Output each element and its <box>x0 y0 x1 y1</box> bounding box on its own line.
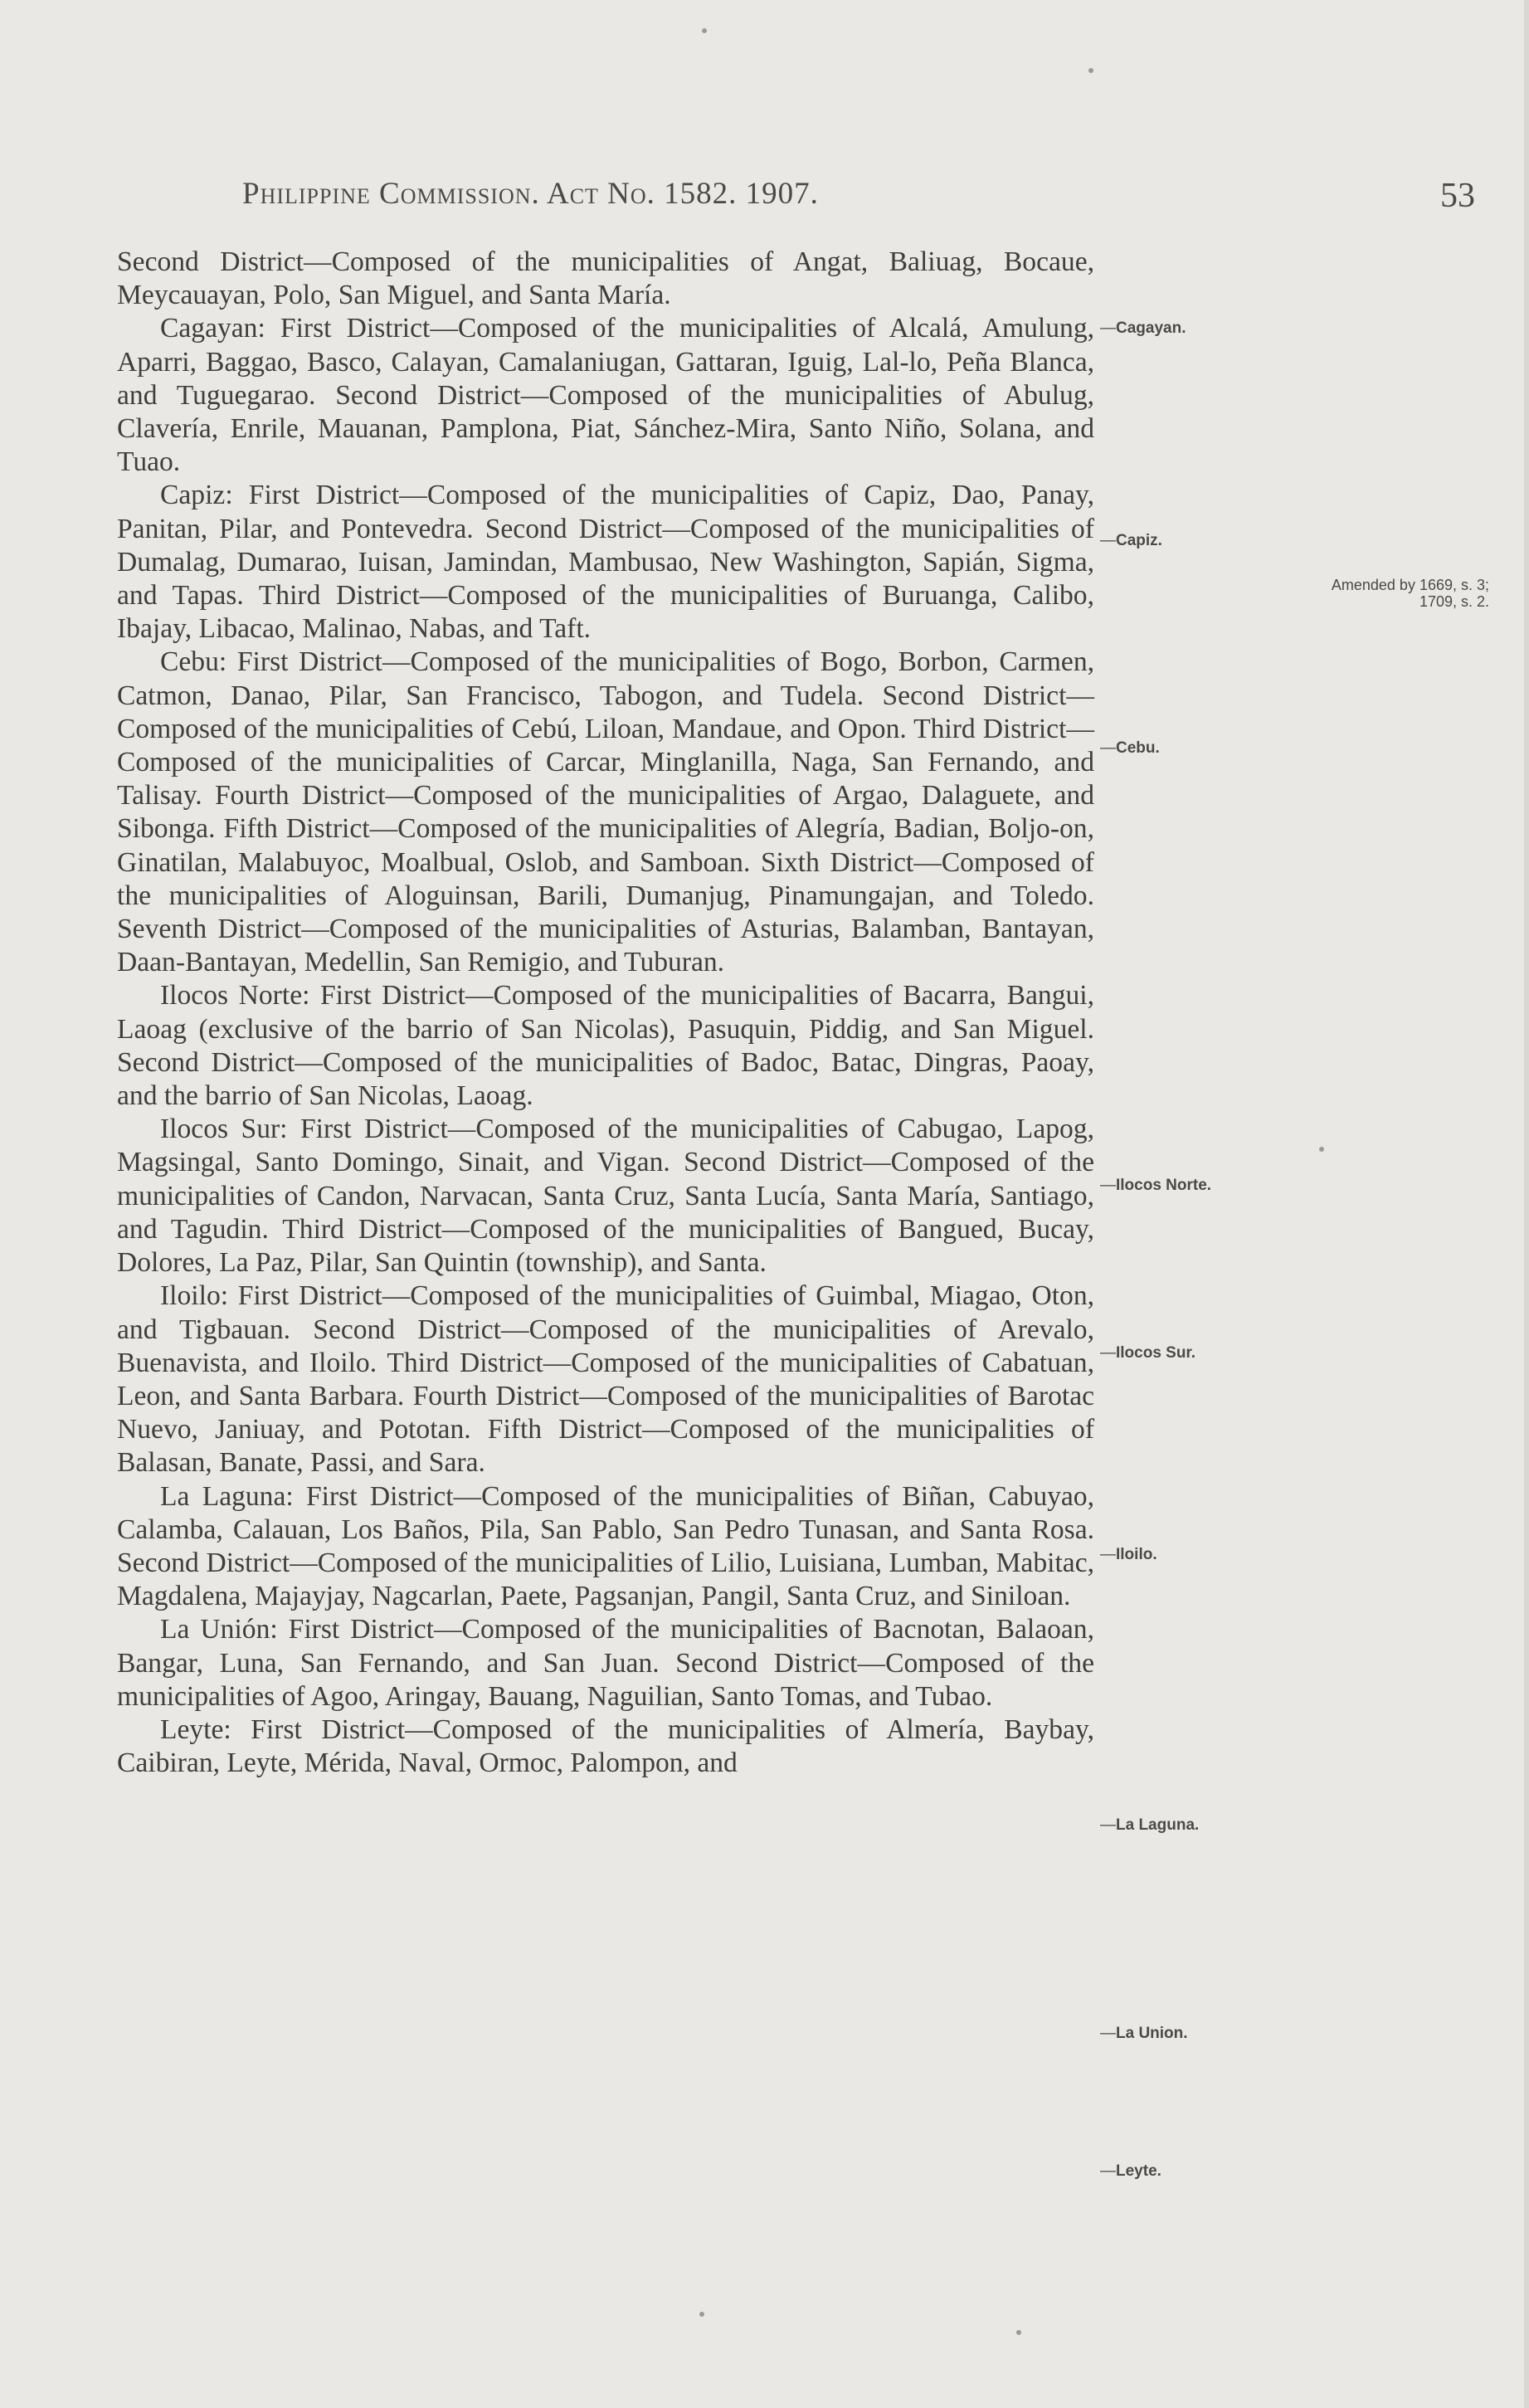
amended-note: Amended by 1669, s. 3; 1709, s. 2. <box>1331 577 1489 610</box>
side-note-la-laguna: — La Laguna. <box>1100 1816 1199 1835</box>
side-note-leyte: — Leyte. <box>1100 2162 1161 2181</box>
paragraph-ilocos-norte: Ilocos Norte: First District—Composed of the municipalities of Bacarra, Bangui, Laoag (exclusive of the barrio of San Nicolas), Pasuquin, Piddig, and San Miguel. Second District—Composed of the municipalities of Badoc, Batac, Dingras, Paoay, and the barrio of San Nicolas, Laoag. <box>117 980 1094 1112</box>
page-number: 53 <box>1440 177 1475 215</box>
side-note-la-union: — La Union. <box>1100 2025 1188 2043</box>
body-text <box>117 246 1094 1780</box>
paper-speck <box>1319 1147 1324 1152</box>
side-note-cebu: — Cebu. <box>1100 739 1160 758</box>
side-note-capiz: — Capiz. <box>1100 532 1162 550</box>
side-note-ilocos-sur: — Ilocos Sur. <box>1100 1344 1195 1362</box>
side-note-iloilo: — Iloilo. <box>1100 1546 1157 1564</box>
side-note-cagayan: — Cagayan. <box>1100 319 1186 338</box>
paper-speck <box>702 28 707 33</box>
paragraph-ilocos-sur: Ilocos Sur: First District—Composed of the municipalities of Cabugao, Lapog, Magsingal, Santo Domingo, Sinait, and Vigan. Second District—Composed of the municipalities of Candon, Narvacan, Santa Cruz, Santa Lucía, Santa María, Santiago, and Tagudin. Third District—Composed of the municipalities of Bangued, Bucay, Dolores, La Paz, Pilar, San Quintin (township), and Santa. <box>117 1114 1094 1279</box>
paper-speck <box>1088 68 1093 73</box>
paper-speck <box>1016 2330 1021 2335</box>
paper-speck <box>699 2312 704 2317</box>
paragraph-la-union: La Unión: First District—Composed of the municipalities of Bacnotan, Balaoan, Bangar, Luna, San Fernando, and San Juan. Second District—Composed of the municipalities of Agoo, Aringay, Bauang, Naguilian, Santo Tomas, and Tubao. <box>117 1614 1094 1712</box>
page-edge <box>1524 0 1529 2408</box>
paragraph-leyte: Leyte: First District—Composed of the municipalities of Almería, Baybay, Caibiran, Leyte, Mérida, Naval, Ormoc, Palompon, and <box>117 1713 1094 1779</box>
paragraph-cebu: Cebu: First District—Composed of the municipalities of Bogo, Borbon, Carmen, Catmon, Danao, Pilar, San Francisco, Tabogon, and Tudela. Second District—Composed of the municipalities of Cebú, Liloan, Mandaue, and Opon. Third District—Composed of the municipalities of Carcar, Minglanilla, Naga, San Fernando, and Talisay. Fourth District—Composed of the municipalities of Argao, Dalaguete, and Sibonga. Fifth District—Composed of the municipalities of Alegría, Badian, Boljo-on, Ginatilan, Malabuyoc, Moalbual, Oslob, and Samboan. Sixth District—Composed of the municipalities of Aloguinsan, Barili, Dumanjug, Pinamungajan, and Toledo. Seventh District—Composed of the municipalities of Asturias, Balamban, Bantayan, Daan-Bantayan, Medellin, San Remigio, and Tuburan. <box>117 646 1094 978</box>
side-note-ilocos-norte: — Ilocos Norte. <box>1100 1177 1211 1195</box>
running-head: Philippine Commission. Act No. 1582. 1907. <box>242 177 819 211</box>
paragraph-cagayan: Cagayan: First District—Composed of the municipalities of Alcalá, Amulung, Aparri, Baggao, Basco, Calayan, Camalaniugan, Gattaran, Iguig, Lal-lo, Peña Blanca, and Tuguegarao. Second District—Composed of the municipalities of Abulug, Clavería, Enrile, Mauanan, Pamplona, Piat, Sánchez-Mira, Santo Niño, Solana, and Tuao. <box>117 313 1094 478</box>
paragraph-iloilo: Iloilo: First District—Composed of the municipalities of Guimbal, Miagao, Oton, and Tigbauan. Second District—Composed of the municipalities of Arevalo, Buenavista, and Iloilo. Third District—Composed of the municipalities of Cabatuan, Leon, and Santa Barbara. Fourth District—Composed of the municipalities of Barotac Nuevo, Janiuay, and Pototan. Fifth District—Composed of the municipalities of Balasan, Banate, Passi, and Sara. <box>117 1280 1094 1479</box>
paragraph-la-laguna: La Laguna: First District—Composed of the municipalities of Biñan, Cabuyao, Calamba, Calauan, Los Baños, Pila, San Pablo, San Pedro Tunasan, and Santa Rosa. Second District—Composed of the municipalities of Lilio, Luisiana, Lumban, Mabitac, Magdalena, Majayjay, Nagcarlan, Paete, Pagsanjan, Pangil, Santa Cruz, and Siniloan. <box>117 1480 1094 1612</box>
paragraph-capiz: Capiz: First District—Composed of the municipalities of Capiz, Dao, Panay, Panitan, Pilar, and Pontevedra. Second District—Composed of the municipalities of Dumalag, Dumarao, Iuisan, Jamindan, Mambusao, New Washington, Sapián, Sigma, and Tapas. Third District—Composed of the municipalities of Buruanga, Calibo, Ibajay, Libacao, Malinao, Nabas, and Taft. <box>117 480 1094 645</box>
paragraph-bulacan-second-district: Second District—Composed of the municipalities of Angat, Baliuag, Bocaue, Meycauayan, Polo, San Miguel, and Santa María. <box>117 246 1094 311</box>
page-header <box>242 176 1475 226</box>
